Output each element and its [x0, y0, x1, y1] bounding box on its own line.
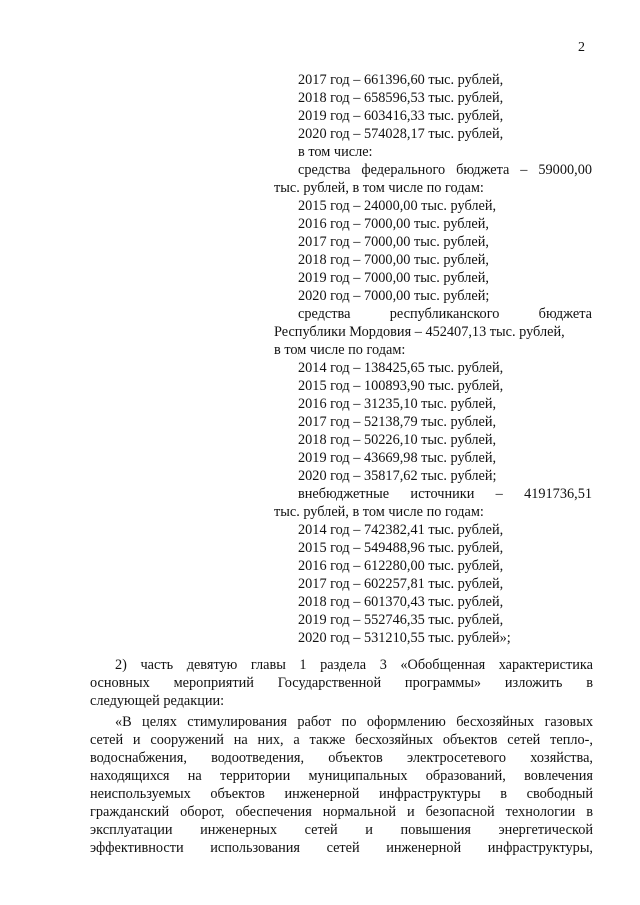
- offbudget-year-line: 2017 год – 602257,81 тыс. рублей,: [298, 576, 504, 592]
- quote-line: неиспользуемых объектов инженерной инфраструктуры в свободный: [90, 786, 593, 802]
- federal-year-line: 2015 год – 24000,00 тыс. рублей,: [298, 198, 497, 214]
- column-line: 2017 год – 661396,60 тыс. рублей,: [298, 72, 504, 88]
- amendment-line: 2) часть девятую главы 1 раздела 3 «Обобщенная характеристика: [115, 657, 593, 673]
- federal-heading: средства федерального бюджета – 59000,00: [298, 162, 592, 178]
- republic-year-line: 2015 год – 100893,90 тыс. рублей,: [298, 378, 504, 394]
- amendment-line: основных мероприятий Государственной программы» изложить в: [90, 675, 593, 691]
- offbudget-year-line: 2018 год – 601370,43 тыс. рублей,: [298, 594, 504, 610]
- republic-subheading: в том числе по годам:: [274, 342, 406, 358]
- republic-heading: средства республиканского бюджета: [298, 306, 592, 322]
- column-line: 2020 год – 574028,17 тыс. рублей,: [298, 126, 504, 142]
- offbudget-year-line: 2020 год – 531210,55 тыс. рублей»;: [298, 630, 511, 646]
- quote-line: сетей и сооружений на них, а также бесхозяйных объектов сетей тепло-,: [90, 732, 593, 748]
- federal-year-line: 2017 год – 7000,00 тыс. рублей,: [298, 234, 489, 250]
- quote-line: находящихся на территории муниципальных образований, вовлечения: [90, 768, 593, 784]
- federal-year-line: 2020 год – 7000,00 тыс. рублей;: [298, 288, 490, 304]
- federal-year-line: 2019 год – 7000,00 тыс. рублей,: [298, 270, 489, 286]
- republic-year-line: 2019 год – 43669,98 тыс. рублей,: [298, 450, 497, 466]
- republic-year-line: 2017 год – 52138,79 тыс. рублей,: [298, 414, 497, 430]
- column-line: в том числе:: [298, 144, 373, 160]
- offbudget-year-line: 2015 год – 549488,96 тыс. рублей,: [298, 540, 504, 556]
- offbudget-year-line: 2019 год – 552746,35 тыс. рублей,: [298, 612, 504, 628]
- republic-year-line: 2020 год – 35817,62 тыс. рублей;: [298, 468, 497, 484]
- republic-year-line: 2014 год – 138425,65 тыс. рублей,: [298, 360, 504, 376]
- quote-line: гражданский оборот, обеспечения нормальной и безопасной технологии в: [90, 804, 593, 820]
- column-line: 2019 год – 603416,33 тыс. рублей,: [298, 108, 504, 124]
- offbudget-subheading: тыс. рублей, в том числе по годам:: [274, 504, 484, 520]
- offbudget-heading: внебюджетные источники – 4191736,51: [298, 486, 592, 502]
- quote-line: эффективности использования сетей инженерной инфраструктуры,: [90, 840, 593, 856]
- offbudget-year-line: 2016 год – 612280,00 тыс. рублей,: [298, 558, 504, 574]
- republic-year-line: 2018 год – 50226,10 тыс. рублей,: [298, 432, 497, 448]
- offbudget-year-line: 2014 год – 742382,41 тыс. рублей,: [298, 522, 504, 538]
- quote-line: эксплуатации инженерных сетей и повышения энергетической: [90, 822, 593, 838]
- republic-year-line: 2016 год – 31235,10 тыс. рублей,: [298, 396, 497, 412]
- page-number: 2: [578, 40, 585, 55]
- quote-line: водоснабжения, водоотведения, объектов электросетевого хозяйства,: [90, 750, 593, 766]
- federal-year-line: 2018 год – 7000,00 тыс. рублей,: [298, 252, 489, 268]
- federal-year-line: 2016 год – 7000,00 тыс. рублей,: [298, 216, 489, 232]
- column-line: 2018 год – 658596,53 тыс. рублей,: [298, 90, 504, 106]
- amendment-line: следующей редакции:: [90, 693, 225, 709]
- republic-subheading: Республики Мордовия – 452407,13 тыс. рублей,: [274, 324, 565, 340]
- federal-subheading: тыс. рублей, в том числе по годам:: [274, 180, 484, 196]
- quote-line: «В целях стимулирования работ по оформлению бесхозяйных газовых: [115, 714, 593, 730]
